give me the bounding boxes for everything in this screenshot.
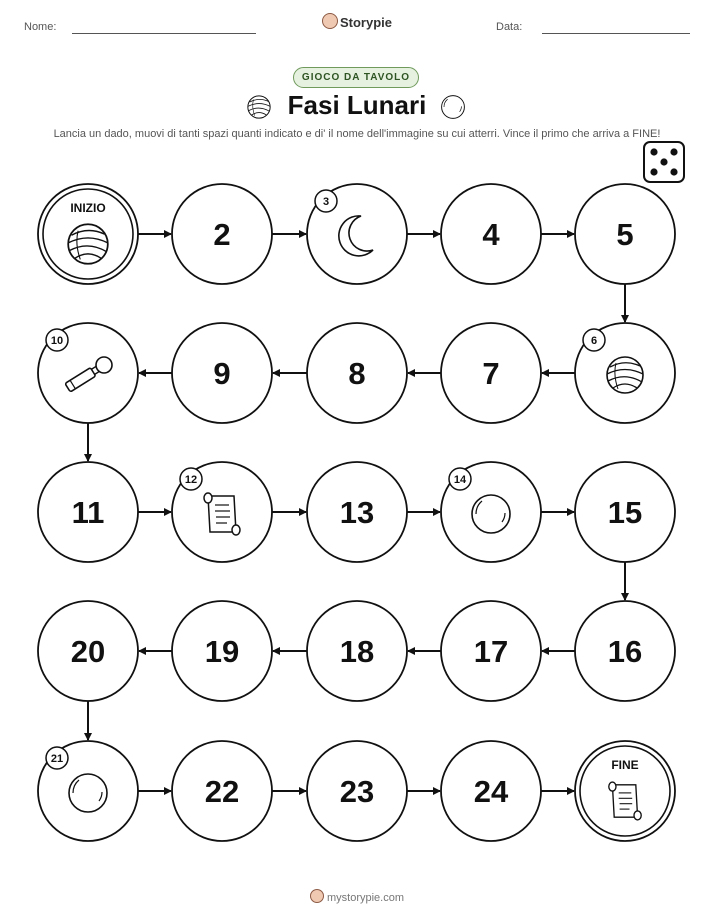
board-space-7: [441, 323, 541, 423]
board-space-14: [441, 462, 541, 562]
board-spaces: [38, 184, 675, 841]
name-label: Nome:: [24, 21, 57, 33]
space-number: 20: [70, 634, 106, 669]
board-space-17: [441, 601, 541, 701]
board-space-24: [441, 741, 541, 841]
new-moon-icon: [472, 495, 510, 533]
board-space-3: [307, 184, 407, 284]
board-space-18: [307, 601, 407, 701]
board-space-16: [575, 601, 675, 701]
board-space-10: [38, 323, 138, 423]
space-number: 18: [339, 634, 375, 669]
space-number: 10: [50, 335, 64, 347]
space-number: 14: [453, 474, 467, 486]
board-space-21: [38, 741, 138, 841]
board-space-25: [575, 741, 675, 841]
space-number: 6: [590, 335, 598, 347]
board-space-20: [38, 601, 138, 701]
space-number: 4: [482, 217, 500, 252]
category-badge: GIOCO DA TAVOLO: [293, 67, 419, 88]
space-number: 15: [607, 495, 643, 530]
space-number: 13: [339, 495, 375, 530]
board-space-2: [172, 184, 272, 284]
end-label: FINE: [611, 758, 639, 772]
space-number: 9: [213, 356, 231, 391]
space-number: 3: [322, 196, 330, 208]
board-space-12: [172, 462, 272, 562]
board-space-6: [575, 323, 675, 423]
board-space-11: [38, 462, 138, 562]
board-space-15: [575, 462, 675, 562]
new-moon-icon: [69, 774, 107, 812]
board-space-23: [307, 741, 407, 841]
space-number: 21: [50, 753, 64, 765]
new-moon-icon: [442, 96, 465, 119]
board-space-5: [575, 184, 675, 284]
space-number: 7: [482, 356, 500, 391]
scroll-icon: [204, 493, 240, 535]
scroll-icon: [609, 782, 641, 820]
storypie-logo-icon: [310, 889, 324, 903]
brand-name: Storypie: [339, 15, 392, 30]
start-label: INIZIO: [70, 201, 106, 215]
board-space-4: [441, 184, 541, 284]
space-number: 23: [339, 774, 375, 809]
space-number: 17: [473, 634, 509, 669]
space-number: 22: [204, 774, 240, 809]
full-moon-icon: [607, 357, 643, 393]
date-label: Data:: [496, 21, 523, 33]
space-number: 24: [473, 774, 509, 809]
board-space-13: [307, 462, 407, 562]
board-space-1: [38, 184, 138, 284]
space-number: 2: [213, 217, 231, 252]
page-title: Fasi Lunari: [287, 90, 427, 120]
board-space-8: [307, 323, 407, 423]
board-space-19: [172, 601, 272, 701]
footer: [0, 889, 714, 904]
board-space-22: [172, 741, 272, 841]
instructions: Lancia un dado, muovi di tanti spazi quanti indicato e di' il nome dell'immagine su cui atterri. Vince il primo che arriva a FINE!: [53, 128, 661, 140]
space-number: 11: [71, 495, 105, 530]
footer-url: mystorypie.com: [326, 892, 405, 904]
space-number: 19: [204, 634, 240, 669]
space-number: 8: [348, 356, 366, 391]
space-number: 16: [607, 634, 643, 669]
full-moon-icon: [68, 224, 108, 264]
space-number: 12: [184, 474, 198, 486]
full-moon-icon: [248, 96, 270, 118]
board-space-9: [172, 323, 272, 423]
die-icon: [644, 142, 684, 182]
space-number: 5: [616, 217, 634, 252]
